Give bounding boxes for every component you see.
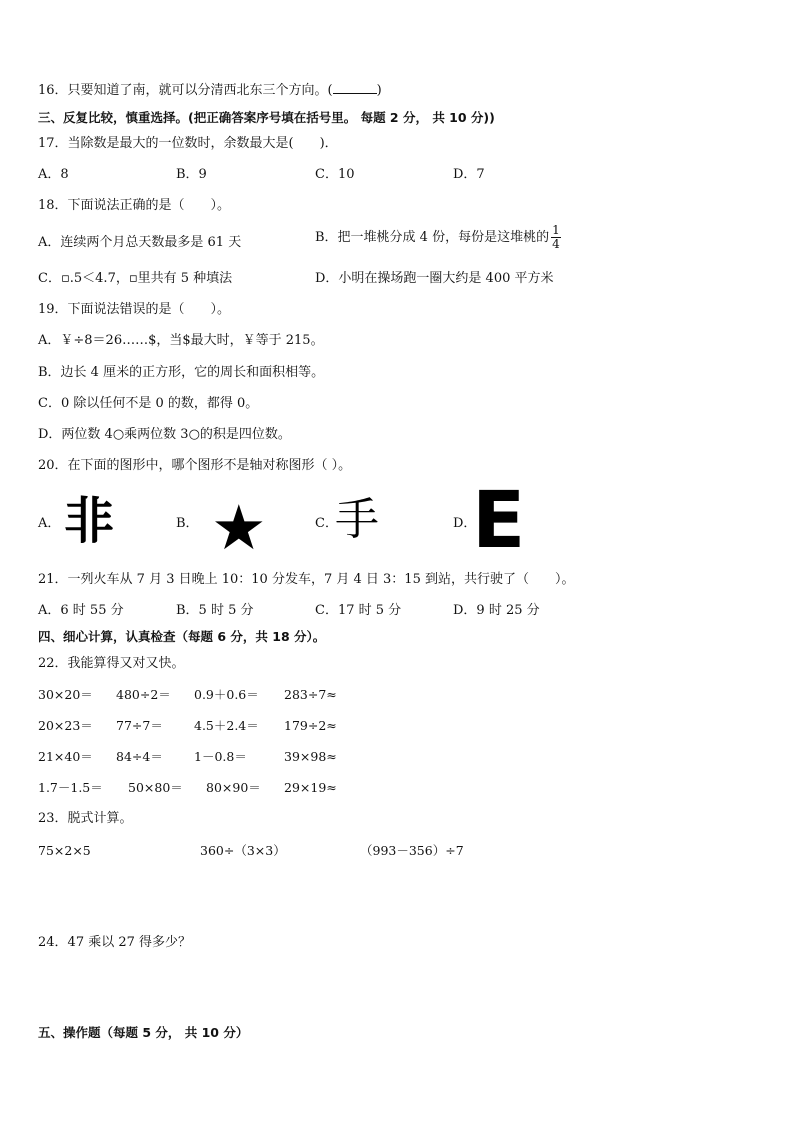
fraction-numerator: 1: [552, 223, 560, 237]
question-21-option-c[interactable]: C．17 时 5 分: [315, 603, 402, 618]
calc-item: 283÷7≈: [284, 687, 337, 702]
calc-item: 179÷2≈: [284, 718, 337, 733]
question-17-stem: 17．当除数是最大的一位数时，余数最大是( )．: [38, 136, 338, 151]
question-24-stem: 24．47 乘以 27 得多少？: [38, 935, 192, 950]
calc-item: 1.7－1.5＝: [38, 780, 103, 795]
question-17-option-b[interactable]: B．9: [176, 167, 207, 182]
calc-item: 50×80＝: [128, 780, 183, 795]
question-21-stem: 21．一列火车从 7 月 3 日晚上 10：10 分发车，7 月 4 日 3：15 到站，共行驶了（ ）。: [38, 572, 575, 587]
calc-item: 20×23＝: [38, 718, 93, 733]
question-17-option-c[interactable]: C．10: [315, 167, 355, 182]
star-icon: ★: [211, 491, 267, 564]
question-21-option-a[interactable]: A．6 时 55 分: [38, 603, 124, 618]
calc-item: 77÷7＝: [116, 718, 163, 733]
calc-item: 30×20＝: [38, 687, 93, 702]
expression-item: （993－356）÷7: [360, 843, 464, 858]
question-18-option-c[interactable]: C．▫.5＜4.7，▫里共有 5 种填法: [38, 271, 233, 286]
question-20-option-d[interactable]: D．: [453, 516, 477, 531]
question-18-stem: 18．下面说法正确的是（ ）。: [38, 198, 231, 213]
question-18-option-d[interactable]: D．小明在操场跑一圈大约是 400 平方米: [315, 271, 554, 286]
calc-item: 1－0.8＝: [194, 749, 247, 764]
calc-item: 480÷2＝: [116, 687, 171, 702]
question-19-option-c[interactable]: C．0 除以任何不是 0 的数，都得 0。: [38, 396, 259, 411]
question-20-option-a[interactable]: A．: [38, 516, 61, 531]
calc-item: 29×19≈: [284, 780, 337, 795]
calc-item: 80×90＝: [206, 780, 261, 795]
question-16-text: 16．只要知道了南，就可以分清西北东三个方向。(: [38, 83, 333, 98]
question-21-option-d[interactable]: D．9 时 25 分: [453, 603, 540, 618]
question-19-option-b[interactable]: B．边长 4 厘米的正方形，它的周长和面积相等。: [38, 365, 325, 380]
question-19-option-a[interactable]: A．￥÷8＝26……$，当$最大时，￥等于 215。: [38, 333, 324, 348]
section-3-title: 三、反复比较，慎重选择。(把正确答案序号填在括号里。 每题 2 分， 共 10 分)): [38, 110, 495, 125]
question-19-option-d[interactable]: D．两位数 4○乘两位数 3○的积是四位数。: [38, 427, 291, 442]
figure-letter-e: E: [472, 476, 526, 566]
calc-item: 21×40＝: [38, 749, 93, 764]
expression-item: 360÷（3×3）: [200, 843, 286, 858]
fraction-denominator: 4: [552, 237, 560, 251]
calc-item: 4.5＋2.4＝: [194, 718, 259, 733]
question-18-option-b[interactable]: [315, 224, 561, 251]
calc-item: 0.9＋0.6＝: [194, 687, 259, 702]
question-18-option-a[interactable]: A．连续两个月总天数最多是 61 天: [38, 235, 242, 250]
question-18-option-b-text: B．把一堆桃分成 4 份，每份是这堆桃的: [315, 229, 550, 245]
question-19-stem: 19．下面说法错误的是（ ）。: [38, 302, 231, 317]
expression-item: 75×2×5: [38, 843, 91, 858]
section-5-title: 五、操作题（每题 5 分， 共 10 分）: [38, 1025, 249, 1040]
question-20-stem: 20．在下面的图形中，哪个图形不是轴对称图形（ ）。: [38, 458, 352, 473]
question-17-option-a[interactable]: A．8: [38, 167, 69, 182]
question-20-option-b[interactable]: B．: [176, 516, 199, 531]
calc-item: 39×98≈: [284, 749, 337, 764]
question-16-close: ): [376, 83, 382, 98]
question-16: [38, 82, 382, 99]
question-23-stem: 23．脱式计算。: [38, 811, 133, 826]
question-21-option-b[interactable]: B．5 时 5 分: [176, 603, 254, 618]
question-20-option-c[interactable]: C．: [315, 516, 338, 531]
figure-fei-character: 非: [64, 492, 114, 550]
answer-blank[interactable]: [333, 82, 377, 94]
question-22-stem: 22．我能算得又对又快。: [38, 656, 185, 671]
section-4-title: 四、细心计算，认真检查（每题 6 分，共 18 分）。: [38, 629, 326, 644]
figure-shou-character: 手: [335, 494, 379, 545]
calc-item: 84÷4＝: [116, 749, 163, 764]
fraction-one-quarter: [551, 224, 561, 251]
question-17-option-d[interactable]: D．7: [453, 167, 485, 182]
